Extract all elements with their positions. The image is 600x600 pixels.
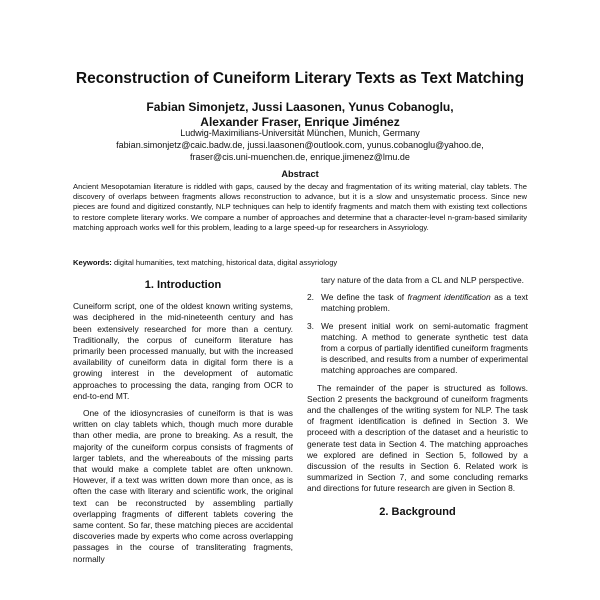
author-list — [0, 100, 600, 130]
intro-paragraph-1: Cuneiform script, one of the oldest known writing systems, was deciphered in the mid-nineteenth century and has been extensively researched for more than a century. Traditionally, the corpus of cuneiform literature has primarily been processed manually, but with the increased availability of cuneiform data in digital form there is a growing interest in the development of automatic approaches to processing the data, ranging from OCR to end-to-end MT. — [73, 301, 293, 401]
intro-paragraph-2: One of the idiosyncrasies of cuneiform is that is was written on clay tablets which, though much more durable than other media, are prone to breaking. As a result, the majority of the cuneiform corpus consists of fragments of larger tablets, and the whereabouts of the missing parts that would make a complete tablet are often unknown. However, if a text was written down more than once, as is often the case with literary and scientific work, the original text can be reconstructed by assembling partially overlapping fragments of different tablets covering the same content. So far, these matching pieces are accidental discoveries made by experts who come across overlapping passages in the course of transliterating fragments, normally — [73, 408, 293, 564]
abstract-text: Ancient Mesopotamian literature is riddled with gaps, caused by the decay and fragmentation of its writing material, clay tablets. The discovery of overlaps between fragments allows reconstruction to advance, but it is a slow and unsystematic process. Since new pieces are found and digitized constantly, NLP techniques can help to identify fragments and match them with existing text collections to restore complete literary works. We compare a number of approaches and determine that a character-level n-gram-based similarity matching approach works well for this problem, leading to a large speed-up for researchers in Assyriology. — [73, 182, 527, 232]
right-column — [307, 275, 528, 528]
keywords-text: digital humanities, text matching, historical data, digital assyriology — [111, 258, 338, 267]
section-heading-background: 2. Background — [379, 505, 456, 518]
contribution-1-tail: tary nature of the data from a CL and NLP perspective. — [321, 275, 524, 285]
abstract-heading: Abstract — [281, 169, 319, 179]
contribution-3-text: We present initial work on semi-automatic fragment matching. A method to generate synthetic test data from a corpus of partially identified cuneiform fragments is described, and results from a number of experimental matching approaches are compared. — [321, 320, 528, 376]
affiliation-block — [0, 127, 600, 163]
keywords-label: Keywords: — [73, 258, 112, 267]
emails-line-2: fraser@cis.uni-muenchen.de, enrique.jimenez@lmu.de — [190, 152, 410, 162]
contribution-2-text: We define the task of — [321, 292, 408, 303]
authors-line-2: Alexander Fraser, Enrique Jiménez — [200, 115, 400, 129]
authors-line-1: Fabian Simonjetz, Jussi Laasonen, Yunus Cobanoglu, — [146, 100, 454, 114]
contribution-item-3 — [307, 321, 528, 377]
section-heading-introduction: 1. Introduction — [144, 279, 222, 291]
emails-line-1: fabian.simonjetz@caic.badw.de, jussi.laasonen@outlook.com, yunus.cobanoglu@yahoo.de, — [116, 140, 484, 150]
contribution-item-2 — [307, 292, 528, 314]
paper-title: Reconstruction of Cuneiform Literary Texts as Text Matching — [75, 70, 525, 87]
list-number: 2. — [307, 292, 314, 303]
affiliation: Ludwig-Maximilians-Universität München, Munich, Germany — [180, 128, 420, 138]
contribution-2-emphasis: fragment identification — [407, 292, 491, 303]
contribution-item-1-continued — [307, 275, 528, 286]
contribution-2-tail: as a text matching problem. — [321, 292, 528, 314]
keywords — [73, 258, 527, 268]
remainder-paragraph: The remainder of the paper is structured as follows. Section 2 presents the background of cuneiform fragments and the challenges of the writing system for NLP. The task of fragment identification is defined in Section 3. We proceed with a description of the dataset and a heuristic to generate test data in Section 4. The matching approaches we explored are defined in Section 5, followed by a discussion of the results in Section 6. Related work is summarized in Section 7, and some concluding remarks and directions for future research are given in Section 8. — [307, 382, 528, 494]
list-number: 3. — [307, 320, 314, 331]
left-column — [73, 280, 293, 571]
